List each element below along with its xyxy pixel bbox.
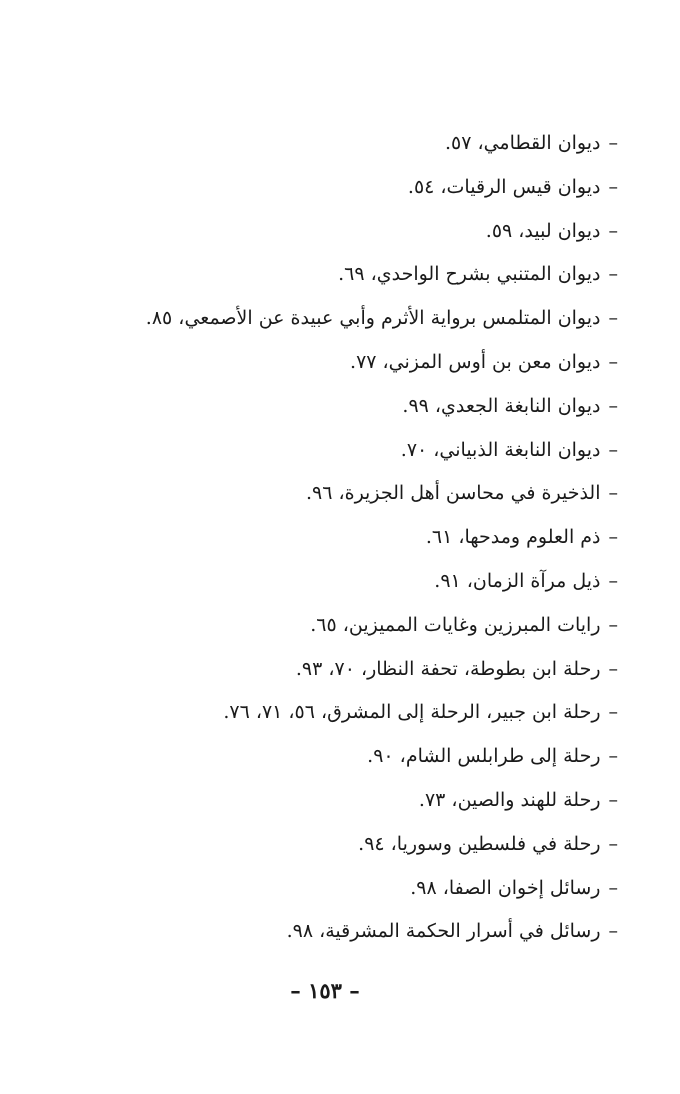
index-entry [58,429,618,473]
entry-text: ذم العلوم ومدحها، ٦١. [425,526,601,549]
entry-dash: – [608,745,618,768]
entry-text: ديوان المتلمس برواية الأثرم وأبي عبيدة عن الأصمعي، ٨٥. [145,307,601,330]
index-entry [58,691,618,735]
index-entry [58,253,618,297]
entry-text: ديوان لبيد، ٥٩. [485,219,601,242]
index-entry [58,648,618,692]
entry-text: ديوان معن بن أوس المزني، ٧٧. [350,350,601,373]
index-entry [58,735,618,779]
entry-dash: – [608,657,618,680]
index-entry [58,823,618,867]
index-entry-list [58,122,618,954]
index-entry [58,166,618,210]
entry-dash: – [608,526,618,549]
entry-text: الذخيرة في محاسن أهل الجزيرة، ٩٦. [305,482,601,505]
entry-dash: – [608,350,618,373]
entry-text: ذيل مرآة الزمان، ٩١. [434,569,601,592]
entry-dash: – [608,394,618,417]
index-entry [58,604,618,648]
index-entry [58,560,618,604]
entry-dash: – [608,307,618,330]
index-entry [58,867,618,911]
entry-text: ديوان المتنبي بشرح الواحدي، ٦٩. [338,263,601,286]
index-entry [58,122,618,166]
entry-dash: – [608,920,618,943]
entry-text: رحلة في فلسطين وسوريا، ٩٤. [358,832,601,855]
entry-text: رحلة إلى طرابلس الشام، ٩٠. [367,745,601,768]
index-entry [58,472,618,516]
entry-text: رحلة ابن بطوطة، تحفة النظار، ٧٠، ٩٣. [295,657,601,680]
index-entry [58,385,618,429]
index-entry [58,910,618,954]
entry-dash: – [608,701,618,724]
entry-dash: – [608,569,618,592]
entry-dash: – [608,438,618,461]
index-entry [58,297,618,341]
page-number: – ١٥٣ – [290,978,360,1003]
entry-text: رسائل في أسرار الحكمة المشرقية، ٩٨. [286,920,601,943]
entry-dash: – [608,788,618,811]
index-entry [58,210,618,254]
entry-text: رايات المبرزين وغايات المميزين، ٦٥. [310,613,601,636]
entry-text: رحلة ابن جبير، الرحلة إلى المشرق، ٥٦، ٧١، ٧٦. [223,701,601,724]
index-entry [58,516,618,560]
entry-dash: – [608,482,618,505]
index-entry [58,341,618,385]
entry-dash: – [608,132,618,154]
entry-dash: – [608,263,618,286]
entry-text: ديوان النابغة الذبياني، ٧٠. [400,438,601,461]
index-entry [58,779,618,823]
entry-text: ديوان النابغة الجعدي، ٩٩. [402,394,601,417]
entry-dash: – [608,876,618,899]
entry-dash: – [608,219,618,242]
entry-text: ديوان القطامي، ٥٧. [444,132,601,154]
entry-dash: – [608,832,618,855]
entry-text: رسائل إخوان الصفا، ٩٨. [410,876,601,899]
entry-dash: – [608,613,618,636]
entry-text: ديوان قيس الرقيات، ٥٤. [407,175,601,198]
entry-text: رحلة للهند والصين، ٧٣. [418,788,601,811]
entry-dash: – [608,175,618,198]
